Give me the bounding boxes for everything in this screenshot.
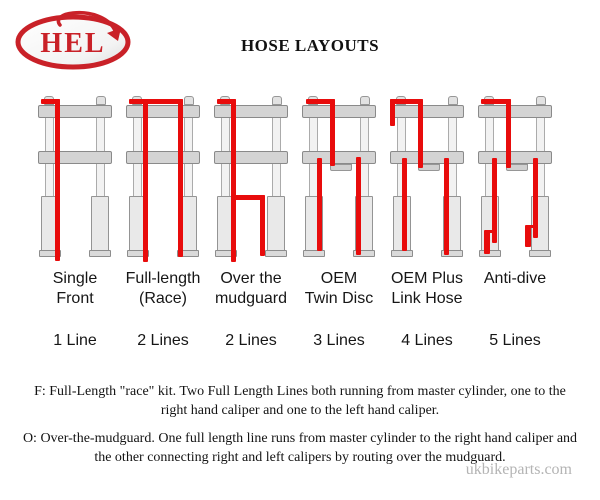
diagram-label-line: Twin Disc <box>304 290 374 307</box>
top-yoke <box>38 105 112 118</box>
line-count: 2 Lines <box>225 332 277 349</box>
diagram-label-line: Link Hose <box>391 290 463 307</box>
diagram-cell-over-the-mudguard <box>207 96 295 350</box>
diagram-label-line: Anti-dive <box>483 270 547 287</box>
hose-line <box>129 99 183 104</box>
fork-slider <box>91 196 109 254</box>
hose-line <box>231 99 236 262</box>
watermark: ukbikeparts.com <box>465 461 572 478</box>
diagram-label-line: Full-length <box>125 270 201 287</box>
slider-foot <box>479 250 501 257</box>
note-paragraph: F: Full-Length "race" kit. Two Full Length Lines both running from master cylinder, one to the right hand caliper and one to the left hand caliper. <box>34 384 566 418</box>
top-yoke <box>478 105 552 118</box>
hose-line <box>525 225 531 247</box>
diagram-cell-anti-dive <box>471 96 559 350</box>
top-yoke <box>126 105 200 118</box>
fork-cap <box>184 96 194 105</box>
logo-text: HEL <box>40 28 106 59</box>
fork-cap <box>360 96 370 105</box>
page-title: HOSE LAYOUTS <box>240 36 380 55</box>
hose-line <box>317 158 322 251</box>
slider-foot <box>265 250 287 257</box>
line-count: 1 Line <box>53 332 97 349</box>
top-yoke <box>390 105 464 118</box>
diagram-row <box>31 96 559 350</box>
slider-foot <box>529 250 551 257</box>
top-yoke <box>302 105 376 118</box>
hose-line <box>330 99 335 166</box>
hose-line <box>444 158 449 255</box>
fork-cap <box>96 96 106 105</box>
diagram-label-line: Over the <box>220 270 282 287</box>
bottom-yoke <box>478 151 552 164</box>
line-count: 5 Lines <box>489 332 541 349</box>
fork-diagram <box>390 96 464 262</box>
diagram-label <box>126 269 201 311</box>
diagram-label <box>53 269 97 311</box>
hose-line <box>402 158 407 251</box>
fork-diagram <box>478 96 552 262</box>
diagram-label-line: mudguard <box>214 290 288 307</box>
diagram-cell-oem-twin-disc <box>295 96 383 350</box>
diagram-cell-single-front <box>31 96 119 350</box>
diagram-label-line: Front <box>56 290 94 307</box>
slider-foot <box>89 250 111 257</box>
bottom-yoke <box>302 151 376 164</box>
diagram-cell-full-length-race <box>119 96 207 350</box>
diagram-label <box>215 269 287 311</box>
fork-diagram <box>38 96 112 262</box>
hose-line <box>143 99 148 262</box>
diagram-label-line: (Race) <box>138 290 187 307</box>
diagram-label <box>305 269 373 311</box>
hose-line <box>390 99 395 126</box>
fork-slider <box>267 196 285 254</box>
hose-line <box>506 99 511 168</box>
top-yoke <box>214 105 288 118</box>
hose-line <box>484 230 490 254</box>
slider-foot <box>303 250 325 257</box>
diagram-label <box>484 269 546 311</box>
hose-line <box>418 99 423 168</box>
bottom-yoke <box>214 151 288 164</box>
line-count: 4 Lines <box>401 332 453 349</box>
diagram-label <box>391 269 463 311</box>
slider-foot <box>391 250 413 257</box>
line-count: 2 Lines <box>137 332 189 349</box>
diagram-label-line: Single <box>52 270 98 287</box>
fork-cap <box>448 96 458 105</box>
fork-diagram <box>214 96 288 262</box>
note-paragraph: O: Over-the-mudguard. One full length line runs from master cylinder to the right hand caliper and the other connecting right and left calipers by routing over the mudguard. <box>22 431 578 465</box>
bottom-yoke <box>38 151 112 164</box>
hose-line <box>356 157 361 255</box>
hose-line <box>55 99 60 261</box>
fork-cap <box>536 96 546 105</box>
fork-diagram <box>126 96 200 262</box>
fork-cap <box>272 96 282 105</box>
fork-diagram <box>302 96 376 262</box>
bottom-yoke <box>126 151 200 164</box>
hose-line <box>260 195 265 256</box>
diagram-label-line: OEM <box>320 270 358 287</box>
hose-line <box>178 99 183 257</box>
diagram-label-line: OEM Plus <box>390 270 463 287</box>
line-count: 3 Lines <box>313 332 365 349</box>
diagram-cell-oem-plus-link-hose <box>383 96 471 350</box>
